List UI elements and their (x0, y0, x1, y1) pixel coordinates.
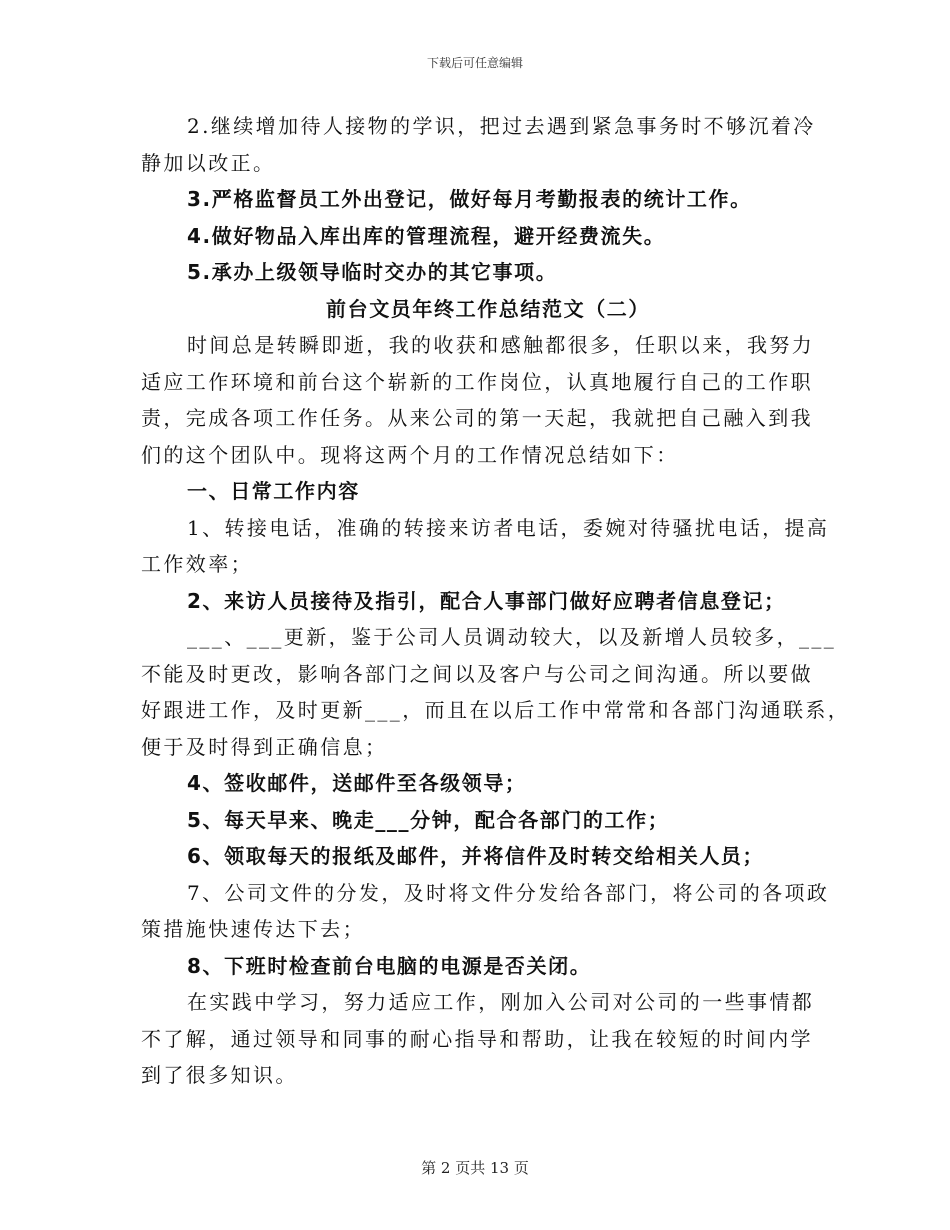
text-line: 们的这个团队中。现将这两个月的工作情况总结如下： (141, 442, 679, 467)
text-line: 静加以改正。 (141, 150, 276, 175)
text-line: 5、每天早来、晚走___分钟，配合各部门的工作； (187, 807, 670, 832)
text-line: 4、签收邮件，送邮件至各级领导； (187, 771, 527, 795)
text-line: 8、下班时检查前台电脑的电源是否关闭。 (187, 953, 592, 978)
page-footer: 第 2 页共 13 页 (421, 1159, 529, 1177)
document-body (141, 108, 851, 1094)
text-line: 2.继续增加待人接物的学识，把过去遇到紧急事务时不够沉着冷 (187, 114, 816, 138)
text-line: 不了解，通过领导和同事的耐心指导和帮助，让我在较短的时间内学 (141, 1026, 813, 1051)
text-line: 工作效率； (141, 552, 253, 576)
text-line: 便于及时得到正确信息； (141, 734, 388, 759)
text-line: 7、公司文件的分发，及时将文件分发给各部门，将公司的各项政 (187, 880, 830, 905)
text-line: 4.做好物品入库出库的管理流程，避开经费流失。 (187, 223, 666, 248)
text-line: 5.承办上级领导临时交办的其它事项。 (187, 260, 558, 284)
text-line: 在实践中学习，努力适应工作，刚加入公司对公司的一些事情都 (187, 990, 815, 1014)
text-line: 责，完成各项工作任务。从来公司的第一天起，我就把自己融入到我 (141, 406, 813, 430)
text-line: 适应工作环境和前台这个崭新的工作岗位，认真地履行自己的工作职 (141, 369, 813, 394)
text-line: 时间总是转瞬即逝，我的收获和感触都很多，任职以来，我努力 (187, 333, 815, 357)
text-line: 1、转接电话，准确的转接来访者电话，委婉对待骚扰电话，提高 (187, 515, 830, 540)
text-line: 不能及时更改，影响各部门之间以及客户与公司之间沟通。所以要做 (141, 661, 813, 686)
subsection-heading: 一、日常工作内容 (187, 479, 360, 503)
text-line: 6、领取每天的报纸及邮件，并将信件及时转交给相关人员； (187, 844, 765, 868)
page-header: 下载后可任意编辑 (426, 56, 523, 70)
text-line: 2、来访人员接待及指引，配合人事部门做好应聘者信息登记； (187, 588, 786, 613)
text-line: 策措施快速传达下去； (141, 917, 365, 941)
text-line: 好跟进工作，及时更新___，而且在以后工作中常常和各部门沟通联系， (141, 698, 851, 722)
text-line: 到了很多知识。 (141, 1063, 298, 1087)
section-title: 前台文员年终工作总结范文（二） (326, 296, 650, 321)
text-line: ___、___更新，鉴于公司人员调动较大，以及新增人员较多，___ (187, 625, 837, 649)
text-line: 3.严格监督员工外出登记，做好每月考勤报表的统计工作。 (187, 187, 752, 211)
